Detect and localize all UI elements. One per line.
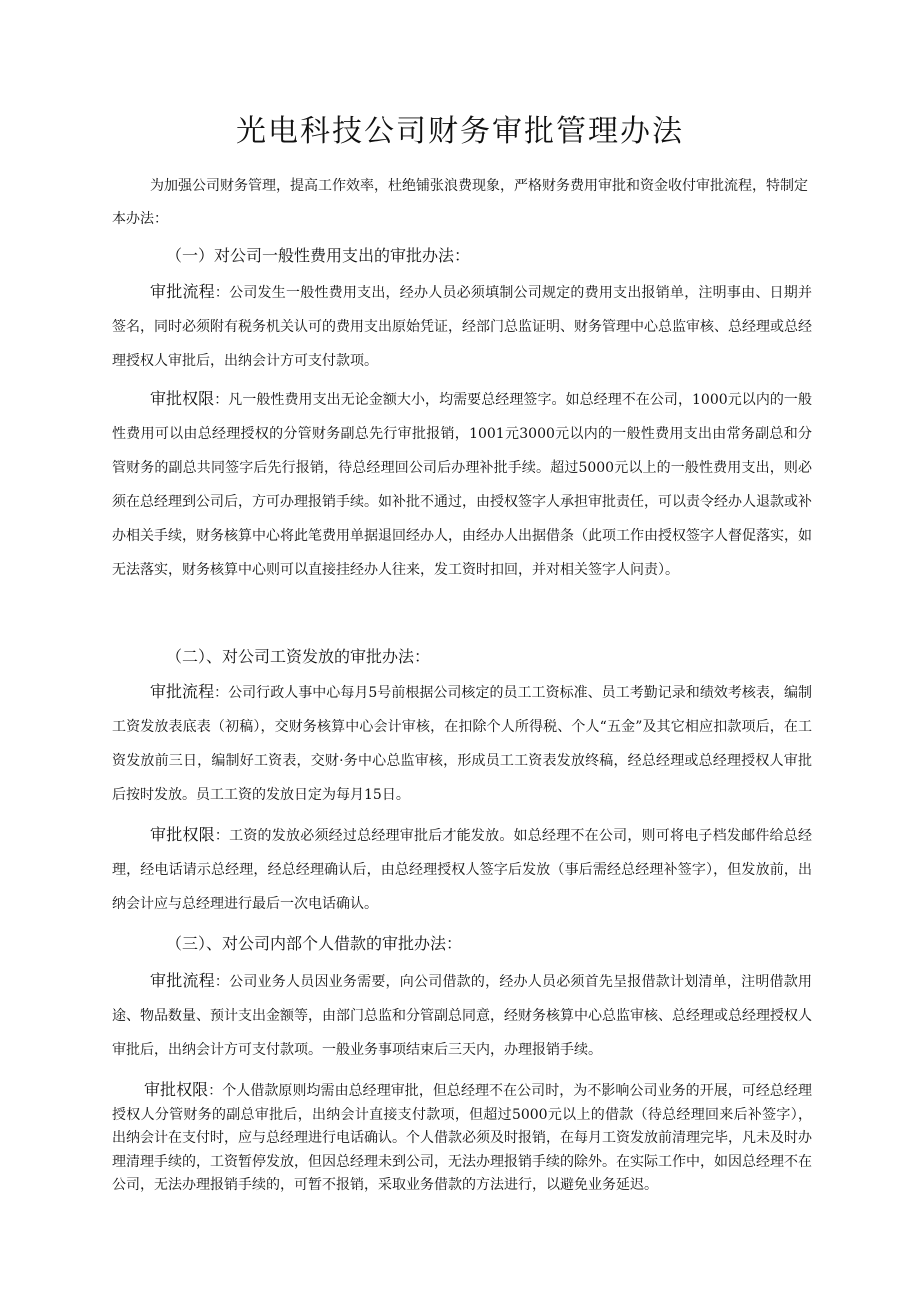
section-1-heading: （一）对公司一般性费用支出的审批办法： [166, 246, 471, 265]
intro-paragraph: 为加强公司财务管理，提高工作效率，杜绝铺张浪费现象，严格财务费用审批和资金收付审批流程，特制定本办法： [112, 178, 808, 227]
section-3-authority-text: ：个人借款原则均需由总经理审批，但总经理不在公司时，为不影响公司业务的开展，可经总经理授权人分管财务的副总审批后，出纳会计直接支付款项，但超过5000元以上的借款（待总经理回来后补签字），出纳会计在支付时，应与总经理进行电话确认。个人借款必须及时报销，在每月工资发放前清理完毕，凡未及时办理清理手续的，工资暂停发放，但因总经理未到公司，无法办理报销手续的除外。在实际工作中，如因总经理不在公司，无法办理报销手续的，可暂不报销，采取业务借款的方法进行，以避免业务延迟。 [112, 1083, 812, 1193]
section-2-process [112, 675, 812, 812]
section-2-heading: （二）、对公司工资发放的审批办法： [166, 647, 431, 666]
section-1-process-label: 审批流程 [150, 282, 215, 301]
section-1-authority-text: ：凡一般性费用支出无论金额大小，均需要总经理签字。如总经理不在公司，1000元以内的一般性费用可以由总经理授权的分管财务副总先行审批报销，1001元3000元以内的一般性费用支出由常务副总和分管财务的副总共同签字后先行报销，待总经理回公司后办理补批手续。超过5000元以上的一般性费用支出，则必须在总经理到公司后，方可办理报销手续。如补批不通过，由授权签字人承担审批责任，可以责令经办人退款或补办相关手续，财务核算中心将此笔费用单据退回经办人，由经办人出据借条（此项工作由授权签字人督促落实，如无法落实，财务核算中心则可以直接挂经办人往来，发工资时扣回，并对相关签字人问责）。 [112, 392, 812, 578]
section-1-authority-label: 审批权限 [150, 389, 215, 408]
section-2-authority-label: 审批权限 [150, 825, 215, 844]
section-3-authority-label: 审批权限 [144, 1080, 209, 1099]
section-2-authority [112, 818, 812, 921]
section-1-authority [112, 382, 812, 587]
section-3-process-text: ：公司业务人员因业务需要，向公司借款的，经办人员必须首先呈报借款计划清单，注明借款用途、物品数量、预计支出金额等，由部门总监和分管副总同意，经财务核算中心总监审核、总经理或总经理授权人审批后，出纳会计方可支付款项。一般业务事项结束后三天内，办理报销手续。 [112, 974, 812, 1058]
section-3-process-label: 审批流程 [150, 971, 215, 990]
section-3-authority [112, 1078, 812, 1198]
section-2-authority-text: ：工资的发放必须经过总经理审批后才能发放。如总经理不在公司，则可将电子档发邮件给总经理，经电话请示总经理，经总经理确认后，由总经理授权人签字后发放（事后需经总经理补签字），但发放前，出纳会计应与总经理进行最后一次电话确认。 [112, 828, 812, 912]
section-3-process [112, 964, 812, 1067]
section-1-process [112, 275, 812, 378]
section-3-heading: （三）、对公司内部个人借款的审批办法： [166, 934, 463, 953]
document-title: 光电科技公司财务审批管理办法 [236, 114, 684, 150]
section-2-process-label: 审批流程 [150, 682, 215, 701]
section-1-process-text: ：公司发生一般性费用支出，经办人员必须填制公司规定的费用支出报销单，注明事由、日期并签名，同时必须附有税务机关认可的费用支出原始凭证，经部门总监证明、财务管理中心总监审核、总经理或总经理授权人审批后，出纳会计方可支付款项。 [112, 285, 812, 369]
section-2-process-text: ：公司行政人事中心每月5号前根据公司核定的员工工资标准、员工考勤记录和绩效考核表，编制工资发放表底表（初稿），交财务核算中心会计审核，在扣除个人所得税、个人“五金”及其它相应扣款项后，在工资发放前三日，编制好工资表，交财·务中心总监审核，形成员工工资表发放终稿，经总经理或总经理授权人审批后按时发放。员工工资的发放日定为每月15日。 [112, 685, 812, 803]
